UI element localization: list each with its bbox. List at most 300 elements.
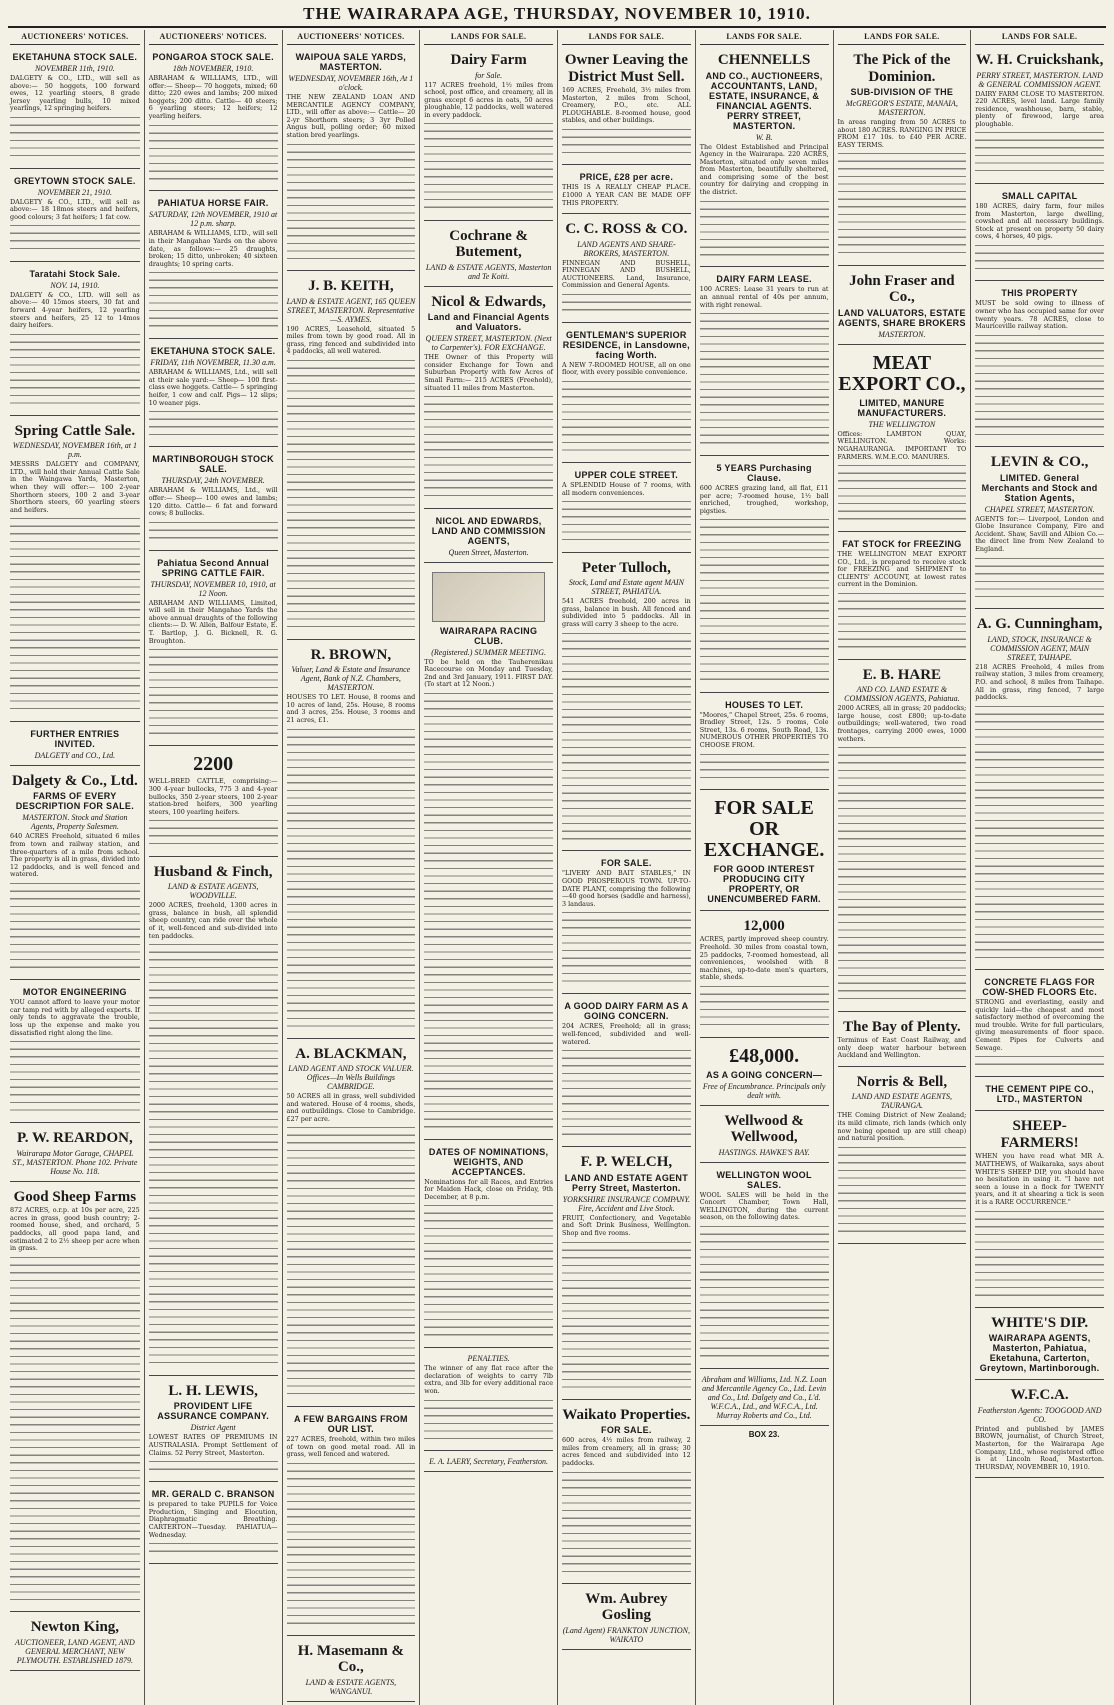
advertisement	[424, 566, 553, 1140]
ad-subtitle: A FEW BARGAINS FROM OUR LIST.	[293, 1413, 408, 1434]
ad-subtitle: HOUSES TO LET.	[725, 699, 804, 710]
ad-byline: THE WELLINGTON	[868, 419, 936, 429]
ad-title: The Bay of Plenty.	[843, 1018, 961, 1035]
ad-byline: LAND & ESTATE AGENT, 165 QUEEN STREET, MASTERTON. Representative—S. AYMES.	[286, 296, 416, 324]
ad-subtitle: CONCRETE FLAGS FOR COW-SHED FLOORS Etc.	[982, 977, 1098, 998]
ad-byline: AND CO. LAND ESTATE & COMMISSION AGENTS, Pahiatua.	[844, 685, 960, 704]
advertisement	[975, 48, 1104, 184]
ad-title: R. BROWN,	[310, 646, 392, 663]
advertisement	[975, 1311, 1104, 1381]
advertisement	[700, 459, 829, 693]
ad-byline: SATURDAY, 12th NOVEMBER, 1910 at 12 p.m. sharp.	[148, 210, 278, 229]
ad-body-text-lines	[562, 499, 691, 545]
advertisement	[838, 48, 967, 266]
ad-body: A NEW 7-ROOMED HOUSE, all on one floor, with every possible convenience.	[562, 360, 691, 377]
ad-body: TO be held on the Tauherenikau Racecourse on Monday and Tuesday, 2nd and 3rd January, 1911. FIRST DAY. (To start at 12 Noon.)	[424, 657, 553, 689]
ad-body: WOOL SALES will be held in the Concert Chamber, Town Hall, WELLINGTON, during the current season, on the following dates.	[699, 1190, 829, 1222]
ad-subtitle: PROVIDENT LIFE ASSURANCE COMPANY.	[157, 1401, 269, 1422]
ad-body-text-lines	[10, 223, 140, 253]
ad-body-text-lines	[562, 910, 691, 986]
ad-title: Owner Leaving the District Must Sell.	[564, 52, 688, 85]
ad-body: HOUSES TO LET. House, 8 rooms and 10 acres of land, 25s. House, 8 rooms and 3 acres, 25s. House, 3 rooms and 21 acres, £1.	[286, 693, 416, 724]
ad-body-text-lines	[10, 115, 140, 161]
advertisement	[700, 1041, 829, 1106]
ad-subtitle: THIS PROPERTY	[1001, 288, 1078, 299]
ad-body: 50 ACRES all in grass, well subdivided and watered. House of 4 rooms, sheds, and outbuildings. Close to Cambridge. £27 per acre.	[286, 1092, 416, 1123]
ad-subtitle: WELLINGTON WOOL SALES.	[716, 1169, 812, 1190]
ad-subtitle: FOR SALE.	[601, 1425, 652, 1436]
advertisement	[287, 1410, 416, 1636]
ad-body-text-lines	[149, 1541, 278, 1556]
ad-title: SHEEP-FARMERS!	[1000, 1118, 1079, 1151]
ad-body-text-lines	[562, 1470, 691, 1576]
ad-byline: Queen Street, Masterton.	[448, 547, 529, 557]
ad-byline: LAND & ESTATE AGENTS, WOODVILLE.	[167, 882, 259, 901]
ad-byline: WEDNESDAY, NOVEMBER 16th, At 1 o'clock.	[288, 74, 414, 92]
ad-byline: LAND, STOCK, INSURANCE & COMMISSION AGENT, MAIN STREET, TAIHAPE.	[987, 634, 1092, 662]
ad-body-text-lines	[287, 142, 416, 264]
ad-body: Nominations for all Races, and Entries for Maiden Hack, close on Friday, 9th December, at 8 p.m.	[424, 1177, 553, 1201]
column-header: LANDS FOR SALE.	[975, 30, 1104, 45]
ad-body-text-lines	[838, 463, 967, 524]
advertisement	[975, 450, 1104, 609]
box-number: BOX 23.	[748, 1429, 780, 1439]
advertisement	[149, 342, 278, 447]
column-5	[557, 30, 695, 1705]
ad-body: ABRAHAM & WILLIAMS, LTD., will sell in their Mangahao Yards on the above date, as follows:— 25 draughts, broken; 15 ditto, unbroken; 40 sixteen draughts; 10 spring carts.	[148, 229, 278, 268]
advertisement	[149, 554, 278, 747]
advertisement	[149, 1379, 278, 1482]
ad-body: WHEN you have read what MR A. MATTHEWS, of Waikaraka, says about WHITE'S SHEEP DIP, you should have no hesitation in using it. "I have not seen a louse in a flock for TWENTY years, and it at shearing a tick is seen it is a RARE OCCURRENCE."	[975, 1152, 1104, 1207]
ad-body: 2000 ACRES, all in grass; 20 paddocks; large house, cost £800; up-to-date outbuildings; well-watered, two road frontages, carrying 2000 ewes, 1000 wethers.	[837, 704, 967, 743]
advertisement	[10, 48, 140, 169]
ad-subtitle: MARTINBOROUGH STOCK SALE.	[152, 454, 274, 475]
ad-byline: NOVEMBER 21, 1910.	[37, 187, 112, 197]
ad-subtitle: Land and Financial Agents and Valuators.	[427, 312, 550, 333]
ad-body-text-lines	[149, 647, 278, 738]
column-1	[6, 30, 144, 1705]
ad-subtitle: GENTLEMAN'S SUPERIOR RESIDENCE, in Lansdowne, facing Worth.	[562, 329, 690, 360]
advertisement	[700, 914, 829, 1038]
ad-body: 2000 ACRES, freehold, 1300 acres in grass, balance in bush, all splendid sheep country, can ride over the whole of it, well-fenced and sub-divided into ten paddocks.	[148, 901, 278, 940]
ad-subtitle: PONGAROA STOCK SALE.	[152, 52, 274, 62]
ad-byline: NOV. 14, 1910.	[50, 280, 100, 290]
ad-subtitle: PAHIATUA HORSE FAIR.	[157, 198, 269, 209]
advertisement	[562, 217, 691, 323]
ad-byline: LAND & ESTATE AGENTS, WANGANUI.	[305, 1677, 397, 1696]
ad-body: MUST be sold owing to illness of owner who has occupied same for over twenty years. 78 ACRES, close to Mauriceville railway station.	[975, 299, 1104, 331]
ad-title: Cochrane & Butement,	[449, 227, 528, 261]
advertisement	[424, 512, 553, 563]
ad-byline: for Sale.	[475, 70, 503, 80]
ad-subtitle: AND CO., AUCTIONEERS, ACCOUNTANTS, LAND, ESTATE, INSURANCE, & FINANCIAL AGENTS. PERRY STREET, MASTERTON.	[705, 70, 823, 131]
ad-byline: DALGETY and CO., Ltd.	[34, 750, 116, 760]
horse-race-illustration	[432, 572, 545, 622]
ad-byline: THURSDAY, NOVEMBER 10, 1910, at 12 Noon.	[150, 579, 276, 598]
ad-title: LEVIN & CO.,	[990, 454, 1089, 471]
ad-byline: LAND & ESTATE AGENTS, Masterton and Te Koiti.	[425, 262, 552, 281]
ad-body-text-lines	[424, 1203, 553, 1340]
ad-body: FINNEGAN AND BUSHELL, FINNEGAN AND BUSHELL, AUCTIONEERS. Land, Insurance, Commission and General Agents.	[562, 258, 691, 290]
ad-body: ABRAHAM & WILLIAMS, Ltd., will sell at their sale yard:— Sheep— 100 first-class ewe hoggets. Cattle— 5 springing heifer, 1 cow and calf. Pigs— 12 slips; 10 weaner pigs.	[148, 368, 278, 407]
ad-subtitle: FARMS OF EVERY DESCRIPTION FOR SALE.	[15, 791, 135, 812]
ad-body: DALGETY & CO., LTD., will sell as above:— 50 hoggets, 100 forward ewes, 12 yearling steers, 8 grade Jersey yearling bulls, 10 mixed yearlings, 12 springing heifers.	[10, 74, 140, 113]
ad-body-text-lines	[838, 151, 967, 257]
ad-subtitle: FOR GOOD INTEREST PRODUCING CITY PROPERTY, OR UNENCUMBERED FARM.	[707, 863, 821, 904]
ad-body-text-lines	[149, 123, 278, 184]
advertisement	[424, 48, 553, 221]
ad-body-text-lines	[975, 1209, 1104, 1300]
advertisement	[838, 535, 967, 660]
ad-body: STRONG and everlasting, easily and quickly laid—the cheapest and most satisfactory method of overcoming the mud trouble. Write for full particulars, giving measurements of floor space. Cement Pipes for Culverts and Sewage.	[975, 998, 1104, 1052]
advertisement	[838, 1015, 967, 1067]
ad-title: Spring Cattle Sale.	[14, 422, 136, 439]
advertisement	[10, 1615, 140, 1671]
ad-body-text-lines	[975, 130, 1104, 176]
ad-body: AGENTS for:— Liverpool, London and Globe Insurance Company, Fire and Accident. Shaw, Savill and Albion Co.—the direct line from New Zealand to England.	[975, 514, 1104, 554]
ad-body-text-lines	[149, 942, 278, 1368]
advertisement	[287, 274, 416, 639]
ad-title: F. P. WELCH,	[580, 1154, 673, 1171]
ad-subtitle: AS A GOING CONCERN—	[706, 1069, 823, 1080]
advertisement	[838, 1070, 967, 1244]
masthead: THE WAIRARAPA AGE, THURSDAY, NOVEMBER 10, 1910.	[8, 4, 1106, 28]
ad-subtitle: DATES OF NOMINATIONS, WEIGHTS, AND ACCEPTANCES.	[428, 1146, 549, 1177]
advertisement	[10, 172, 140, 262]
ad-subtitle: NICOL AND EDWARDS, LAND AND COMMISSION AGENTS,	[431, 515, 546, 546]
ad-body: YOU cannot afford to leave your motor car tamp red with by alleged experts. If only tends to aggravate the trouble, loss up the expense and make you dissatisfied right along the line.	[10, 998, 140, 1037]
ad-body-text-lines	[424, 121, 553, 212]
ad-body: DAIRY FARM CLOSE TO MASTERTON. 220 ACRES, level land. Large family residence, washhouse, barn, stable, plenty of firewood, large area ploughable.	[975, 89, 1104, 128]
ad-title: Nicol & Edwards,	[431, 293, 546, 310]
ad-body: FRUIT, Confectionery, and Vegetable and Soft Drink Business, Wellington. Shop and five rooms.	[562, 1213, 691, 1238]
ad-byline: E. A. LAERY, Secretary, Featherston.	[429, 1457, 549, 1467]
ad-title: WHITE'S DIP.	[991, 1314, 1089, 1331]
advertisement	[424, 290, 553, 509]
advertisement	[149, 1485, 278, 1564]
ad-title: Dalgety & Co., Ltd.	[11, 772, 138, 789]
ad-byline: NOVEMBER 11th, 1910.	[34, 64, 115, 73]
advertisement	[287, 1042, 416, 1407]
advertisement	[562, 48, 691, 165]
ad-body-text-lines	[562, 1048, 691, 1139]
ad-title: W.F.C.A.	[1010, 1387, 1069, 1404]
ad-subtitle: THE CEMENT PIPE CO., LTD., MASTERTON	[985, 1084, 1094, 1105]
ad-body: THIS IS A REALLY CHEAP PLACE. £1000 A YEAR CAN BE MADE OFF THIS PROPERTY.	[562, 183, 691, 207]
advertisement	[700, 48, 829, 267]
advertisement	[975, 1114, 1104, 1307]
ad-subtitle: WAIRARAPA RACING CLUB.	[439, 625, 538, 646]
ad-title: Wm. Aubrey Gosling	[585, 1590, 668, 1624]
advertisement	[562, 556, 691, 852]
column-8	[970, 30, 1108, 1705]
advertisement	[562, 1150, 691, 1399]
column-header: LANDS FOR SALE.	[562, 30, 691, 45]
column-3	[282, 30, 420, 1705]
ad-title: Peter Tulloch,	[581, 559, 671, 576]
column-header: AUCTIONEERS' NOTICES.	[149, 30, 278, 45]
advertisement	[287, 643, 416, 1039]
ad-subtitle: LIMITED, MANURE MANUFACTURERS.	[857, 397, 947, 418]
column-header: LANDS FOR SALE.	[424, 30, 553, 45]
ad-subtitle: LAND VALUATORS, ESTATE AGENTS, SHARE BROKERS	[837, 307, 966, 328]
ad-byline: Abraham and Williams, Ltd. N.Z. Loan and Mercantile Agency Co., Ltd. Levin and Co., Ltd. Dalgety and Co., L'd. W.F.C.A., Ltd., and W.F.C.A., Ltd. Murray Roberts and Co., Ltd.	[701, 1374, 827, 1420]
advertisement	[838, 348, 967, 532]
ad-title: W. H. Cruickshank,	[975, 52, 1104, 68]
ad-subtitle: A GOOD DAIRY FARM AS A GOING CONCERN.	[564, 1001, 689, 1022]
ad-body-text-lines	[10, 516, 140, 714]
ad-body-text-lines	[700, 1224, 829, 1361]
ad-subtitle: WAIRARAPA AGENTS, Masterton, Pahiatua, Eketahuna, Carterton, Greytown, Martinborough.	[979, 1333, 1100, 1374]
advertisement	[287, 1639, 416, 1702]
advertisement	[562, 1403, 691, 1584]
ad-body-text-lines	[700, 752, 829, 782]
ad-body: 600 acres, 4½ miles from railway, 2 miles from creamery, all in grass; 30 acres fenced and subdivided into 12 paddocks.	[562, 1436, 691, 1467]
ad-subtitle: GREYTOWN STOCK SALE.	[14, 175, 136, 186]
advertisement	[10, 983, 140, 1123]
ad-byline: THURSDAY, 24th NOVEMBER.	[161, 476, 265, 486]
advertisement	[975, 973, 1104, 1077]
ad-body: Terminus of East Coast Railway, and only deep water harbour between Auckland and Wellington.	[837, 1036, 967, 1060]
advertisement	[700, 270, 829, 456]
ad-title: C. C. ROSS & CO.	[565, 221, 688, 238]
ad-body-text-lines	[700, 199, 829, 260]
ad-subtitle: EKETAHUNA STOCK SALE.	[12, 52, 138, 62]
advertisement	[975, 284, 1104, 447]
ad-body-text-lines	[149, 270, 278, 331]
advertisement	[10, 1126, 140, 1182]
ad-body: Offices: LAMBTON QUAY, WELLINGTON. Works: NGAHAURANGA. IMPORTANT TO FARMERS. W.M.E.CO. MANURES.	[837, 429, 967, 461]
ad-byline: WEDNESDAY, NOVEMBER 16th, at 1 p.m.	[12, 441, 137, 460]
advertisement	[10, 419, 140, 722]
ad-title: 12,000	[743, 917, 785, 934]
ad-subtitle: PRICE, £28 per acre.	[579, 172, 674, 183]
ad-byline: LAND AGENT AND STOCK VALUER. Offices—In Wells Buildings CAMBRIDGE.	[288, 1064, 414, 1091]
advertisement	[424, 224, 553, 287]
advertisement	[424, 1143, 553, 1349]
ad-body: LOWEST RATES OF PREMIUMS IN AUSTRALASIA. Prompt Settlement of Claims. 52 Perry Street, Masterton.	[148, 1433, 278, 1457]
ad-body: 190 ACRES, Leasehold, situated 5 miles from town by good road. All in grass, ring fenced and subdivided into 4 paddocks, all well watered.	[286, 324, 416, 356]
ad-subtitle: SMALL CAPITAL	[1001, 191, 1078, 202]
advertisement	[838, 663, 967, 1012]
ad-body-text-lines	[10, 1255, 140, 1605]
advertisement	[975, 1080, 1104, 1111]
ad-body: "Moores," Chapel Street, 25s. 6 rooms, Bradley Street, 12s. 5 rooms, Cole Street, 13s. 6 rooms, South Road, 13s. NUMEROUS OTHER PROPERTIES TO CHOOSE FROM.	[699, 710, 829, 749]
column-4	[419, 30, 557, 1705]
ad-body-text-lines	[149, 818, 278, 848]
ad-body-text-lines	[700, 517, 829, 684]
ad-title: E. B. HARE	[862, 666, 942, 683]
column-header: AUCTIONEERS' NOTICES.	[287, 30, 416, 45]
advertisement	[562, 326, 691, 463]
ad-body-text-lines	[287, 1125, 416, 1399]
ad-body-text-lines	[424, 691, 553, 1132]
ad-body: The Oldest Established and Principal Agency in the Wairarapa. 220 ACRES, Masterton, situated only seven miles from Masterton, beautifully sheltered, and comprising some of the best country for dairying and cropping in the district.	[699, 142, 829, 197]
advertisement	[562, 466, 691, 553]
advertisement	[700, 1372, 829, 1426]
ad-title: Good Sheep Farms	[13, 1188, 137, 1205]
advertisement	[700, 793, 829, 911]
ad-title: Wellwood & Wellwood,	[724, 1112, 804, 1146]
ad-byline: HASTINGS. HAWKE'S BAY.	[718, 1147, 810, 1157]
ad-body: 100 ACRES: Lease 31 years to run at an annual rental of 40s per annum, with right renewal.	[699, 285, 829, 309]
ad-body-text-lines	[700, 311, 829, 448]
ad-body-text-lines	[10, 881, 140, 972]
ad-body-text-lines	[10, 1039, 140, 1115]
ad-body-text-lines	[424, 394, 553, 500]
ad-body-text-lines	[700, 984, 829, 1030]
ad-byline: PENALTIES.	[467, 1354, 510, 1364]
ad-headline: 2200	[193, 753, 234, 776]
column-6	[695, 30, 833, 1705]
ad-body: ABRAHAM AND WILLIAMS, Limited, will sell in their Mangahao Yards the above annual draughts of the following clients:— D. W. Allen, Balfour Estate, E. T. Bartlop, J. G. Bicknell, R. G. Broughton.	[148, 598, 278, 645]
ad-title: L. H. LEWIS,	[168, 1382, 258, 1399]
ad-byline: Valuer, Land & Estate and Insurance Agent, Bank of N.Z. Chambers, MASTERTON.	[291, 665, 411, 693]
advertisement	[562, 1587, 691, 1650]
ad-title: John Fraser and Co.,	[849, 272, 955, 306]
ad-body-text-lines	[975, 243, 1104, 273]
ad-body-text-lines	[562, 631, 691, 844]
ad-byline: McGREGOR'S ESTATE, MANAIA, MASTERTON.	[845, 99, 958, 117]
advertisement	[149, 194, 278, 339]
ad-body-text-lines	[975, 556, 1104, 602]
advertisement	[149, 749, 278, 856]
ad-subtitle: EKETAHUNA STOCK SALE.	[150, 346, 276, 357]
advertisement	[975, 1383, 1104, 1478]
ad-body: 180 ACRES, dairy farm, four miles from Masterton, large dwelling, cowshed and all necessary buildings. Stock at present on property 50 dairy cows, 4 horses, 40 pigs.	[975, 202, 1104, 241]
ad-title: Norris & Bell,	[856, 1073, 948, 1090]
ad-body: THE NEW ZEALAND LOAN AND MERCANTILE AGENCY COMPANY, LTD., will offer as above:— Cattle— 20 2-yr Shorthorn steers; 3 3yr Polled Angus bull, polling order; 60 mixed station bred yearlings.	[286, 93, 416, 139]
ad-subtitle: DAIRY FARM LEASE.	[716, 274, 812, 285]
ad-subtitle: WAIPOUA SALE YARDS, MASTERTON.	[295, 52, 407, 72]
ad-title: Dairy Farm	[450, 52, 527, 68]
advertisement	[975, 612, 1104, 970]
ad-byline: Free of Encumbrance. Principals only dealt with.	[702, 1081, 826, 1100]
ad-subtitle: LIMITED. General Merchants and Stock and Station Agents,	[981, 472, 1098, 503]
ad-subtitle: FURTHER ENTRIES INVITED.	[30, 728, 120, 749]
ad-body: In areas ranging from 50 ACRES to about 180 ACRES. RANGING IN PRICE FROM £17 10s. to £40 PER ACRE. EASY TERMS.	[837, 118, 967, 149]
ad-body-text-lines	[287, 358, 416, 632]
advertisement	[10, 769, 140, 980]
ad-body: Printed and published by JAMES BROWN, journalist, of Church Street, Masterton, for the Wairarapa Age Company, Ltd., whose registered office is at Lincoln Road, Masterton. THURSDAY, NOVEMBER 10, 1910.	[975, 1424, 1104, 1471]
ad-body: DALGETY & CO., LTD. will sell as above:— 40 15mos steers, 30 fat and forward 4-year heifers, 12 yearling steers and heifers, 25 12 to 14mos dairy heifers.	[10, 290, 140, 330]
ad-subtitle: UPPER COLE STREET.	[574, 470, 679, 480]
ad-body: DALGETY & CO., LTD., will sell as above:— 18 18mos steers and heifers, good colours; 3 fat heifers; 1 fat cow.	[10, 197, 140, 221]
ad-body-text-lines	[562, 292, 691, 315]
ad-byline: Featherston Agents: TOOGOOD AND CO.	[977, 1405, 1102, 1424]
ad-body-text-lines	[562, 127, 691, 157]
ad-body-text-lines	[424, 1398, 553, 1444]
advertisement	[10, 1185, 140, 1613]
ad-title: H. Masemann & Co.,	[297, 1642, 404, 1676]
ad-body-text-lines	[838, 591, 967, 652]
ad-body-text-lines	[287, 727, 416, 1031]
ad-body-text-lines	[10, 332, 140, 408]
ad-body-text-lines	[838, 1145, 967, 1236]
column-2	[144, 30, 282, 1705]
ad-title: P. W. REARDON,	[17, 1130, 133, 1147]
ad-body-text-lines	[975, 704, 1104, 962]
advertisement	[424, 1351, 553, 1451]
ad-body-text-lines	[975, 333, 1104, 439]
ad-subtitle: SUB-DIVISION OF THE	[850, 87, 954, 97]
ad-byline: MASTERTON. Stock and Station Agents, Property Salesmen.	[22, 813, 128, 832]
ad-body: THE Owner of this Property will consider Exchange for Town and Suburban Property with few Acres of Small Farm:— 215 ACRES (Freehold), situated 11 miles from Masterton.	[424, 353, 553, 392]
ad-title: Newton King,	[30, 1619, 120, 1636]
ad-body-text-lines	[287, 1461, 416, 1628]
ad-body: 872 ACRES, o.r.p. at 10s per acre, 225 acres in grass, good bush country; 2-roomed house, shed, and orchard, 5 paddocks, all good papa land, and estimated 2 to 2½ sheep per acre when in grass.	[10, 1206, 140, 1253]
ad-title: J. B. KEITH,	[308, 278, 394, 295]
ad-byline: YORKSHIRE INSURANCE COMPANY. Fire, Accident and Live Stock.	[562, 1194, 691, 1213]
ad-subtitle: MR. GERALD C. BRANSON	[151, 1489, 275, 1500]
ad-byline: (Registered.) SUMMER MEETING.	[431, 647, 547, 657]
advertisement	[149, 48, 278, 191]
ad-headline: FOR SALE OR EXCHANGE.	[703, 796, 825, 861]
ad-byline: 18th NOVEMBER, 1910.	[172, 64, 254, 73]
ad-body-text-lines	[562, 379, 691, 455]
ad-body-text-lines	[149, 409, 278, 439]
ad-subtitle: FAT STOCK for FREEZING	[842, 538, 962, 549]
column-header: LANDS FOR SALE.	[700, 30, 829, 45]
ad-subtitle: LAND AND ESTATE AGENT Perry Street, Masterton.	[564, 1172, 689, 1193]
advertisement	[149, 450, 278, 550]
advertisement	[700, 1166, 829, 1369]
ad-body: ACRES, partly improved sheep country. Freehold. 30 miles from coastal town, 25 paddocks, 7-roomed homestead, all conveniences, woolshed with 8 machines, up-to-date men's quarters, stable, sheds.	[699, 935, 829, 982]
column-7	[833, 30, 971, 1705]
advertisement	[700, 1109, 829, 1163]
column-header: LANDS FOR SALE.	[838, 30, 967, 45]
ad-body: is prepared to take PUPILS for Voice Production, Singing and Elocution, Diaphragmatic Breathing. CARTERTON—Tuesday. PAHIATUA—Wednesday.	[148, 1500, 278, 1539]
ad-subtitle: FOR SALE.	[601, 858, 652, 869]
ad-body: The winner of any flat race after the declaration of weights to carry 7lb extra, and 3lb for every additional race won.	[424, 1364, 553, 1396]
ad-body-text-lines	[975, 1054, 1104, 1069]
advertisement	[562, 997, 691, 1147]
advertisement	[700, 696, 829, 790]
advertisement	[10, 265, 140, 416]
ad-byline: QUEEN STREET, MASTERTON. (Next to Carpenter's). FOR EXCHANGE.	[425, 334, 552, 353]
ad-subtitle: Taratahi Stock Sale.	[29, 268, 121, 279]
ad-title: CHENNELLS	[717, 52, 811, 68]
ad-byline: PERRY STREET, MASTERTON. LAND & GENERAL COMMISSION AGENT.	[976, 70, 1103, 89]
ad-body: 640 ACRES Freehold, situated 6 miles from town and railway station, and three-quarters of a mile from school. The property is all in grass, divided into 12 paddocks, and is well fenced and watered.	[10, 832, 140, 879]
ad-byline: FRIDAY, 11th NOVEMBER, 11.30 a.m.	[150, 358, 276, 368]
ad-body: A SPLENDID House of 7 rooms, with all modern conveniences.	[562, 481, 691, 497]
advertisement	[562, 854, 691, 994]
ad-body: THE WELLINGTON MEAT EXPORT CO., Ltd., is prepared to receive stock for FREEZING and SHIPMENT to CLIENTS' ACCOUNT, at lowest rates current in the Dominion.	[837, 549, 967, 589]
ad-body: "LIVERY AND BAIT STABLES," IN GOOD PROSPEROUS TOWN. UP-TO-DATE PLANT, comprising the following—40 good horses (saddle and harness), 3 landaus.	[562, 869, 691, 908]
ad-subtitle: MOTOR ENGINEERING	[22, 987, 127, 998]
ad-body-text-lines	[149, 520, 278, 543]
ad-byline: (Land Agent) FRANKTON JUNCTION, WAIKATO	[562, 1625, 691, 1644]
ad-byline: MASTERTON.	[878, 329, 926, 339]
ad-body-text-lines	[149, 1459, 278, 1474]
ad-title: The Pick of the Dominion.	[853, 52, 951, 85]
ad-headline: £48,000.	[729, 1044, 800, 1067]
advertisement	[287, 48, 416, 271]
advertisement	[838, 269, 967, 345]
ad-byline: Stock, Land and Estate agent MAIN STREET, PAHIATUA.	[568, 578, 684, 597]
ad-body: 600 ACRES grazing land, all flat, £11 per acre; 7-roomed house, 1½ ball enriched, troughed, workshop, pigsties.	[699, 484, 829, 515]
ad-subtitle: 5 YEARS Purchasing Clause.	[716, 463, 812, 484]
ad-body-text-lines	[562, 1240, 691, 1392]
advertisement	[424, 1454, 553, 1472]
ad-title: Waikato Properties.	[562, 1406, 691, 1423]
ad-body: 169 ACRES, Freehold, 3½ miles from Masterton, 2 miles from School, Creamery, P.O., etc. ALL PLOUGHABLE. 8-roomed house, good stables, and other buildings.	[562, 86, 691, 125]
ad-body: 218 ACRES Freehold, 4 miles from railway station, 3 miles from creamery, P.O. and school, 8 miles from Taihape. All in grass, ring fenced, 7 large paddocks.	[975, 662, 1104, 702]
column-header: AUCTIONEERS' NOTICES.	[10, 30, 140, 45]
columns	[6, 30, 1108, 1696]
ad-body: 541 ACRES freehold, 200 acres in grass, balance in bush. All fenced and subdivided into 5 paddocks. All in grass will carry 3 sheep to the acre.	[562, 597, 691, 629]
